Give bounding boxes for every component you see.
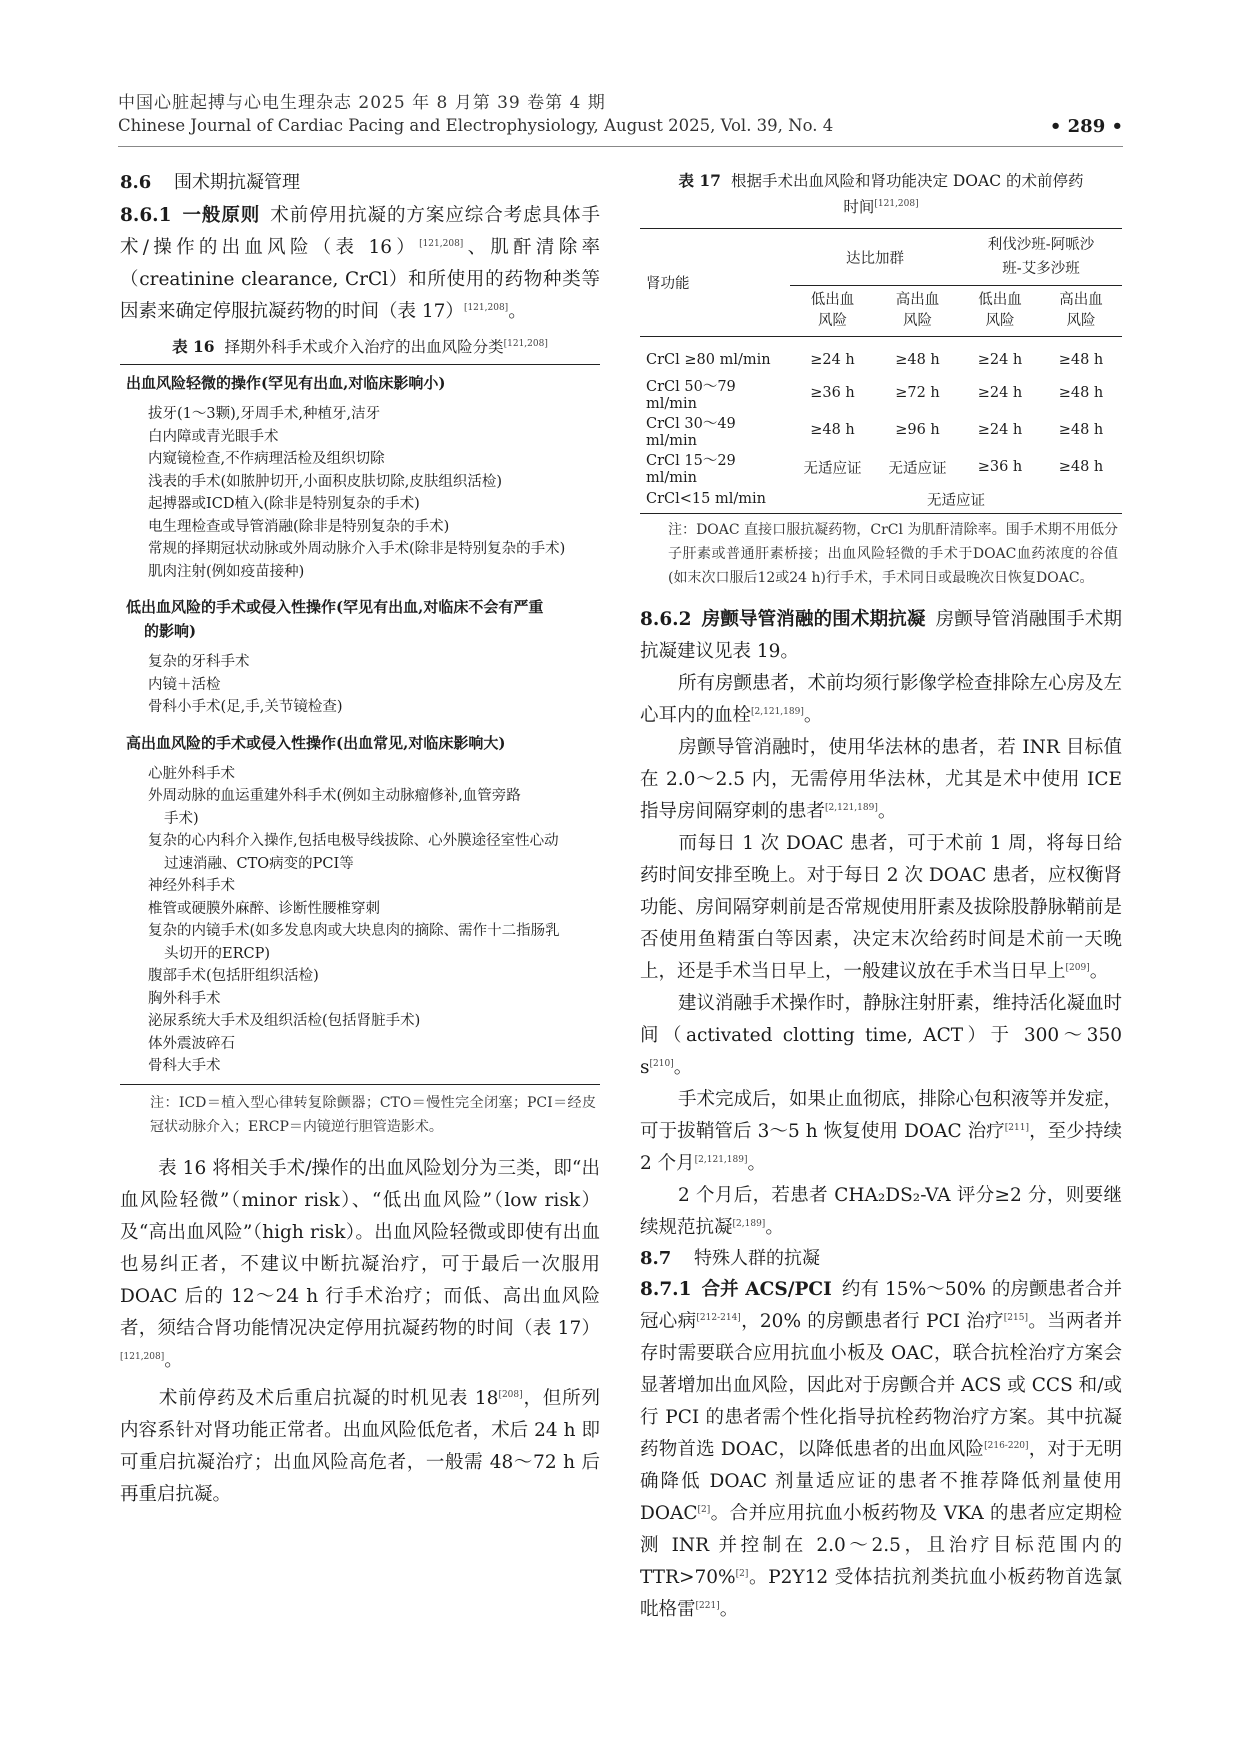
paragraph-end: 。 (673, 1057, 693, 1078)
header-line: 低出血 (978, 292, 1022, 308)
citation: [208] (498, 1389, 523, 1400)
table-item: 神经外科手术 (148, 878, 235, 894)
paragraph-table18-timing (120, 1383, 600, 1511)
citation: [121,208] (120, 1351, 165, 1362)
table-cell: 无适应证 (888, 460, 947, 477)
subsection-number: 8.6.1 (120, 205, 172, 226)
table-item: 内镜＋活检 (148, 676, 221, 693)
table-cell: ≥48 h (1058, 351, 1104, 368)
subsection-number: 8.7.1 (640, 1279, 692, 1300)
table-cell: ≥48 h (1058, 385, 1104, 401)
paragraph-long-term (640, 1180, 1122, 1244)
section-number: 8.7 (640, 1248, 672, 1269)
paragraph-thrombus-screening (640, 668, 1122, 732)
table-item: 电生理检查或导管消融(除非是特别复杂的手术) (148, 518, 450, 535)
table-cell: 无适应证 (803, 460, 862, 477)
section-heading-8-6 (120, 168, 600, 198)
paragraph-text: 术前停用抗凝的方案应综合考虑具体手术/操作的出血风险（表 16） (120, 205, 600, 258)
paragraph-text: 、肌酐清除率（creatinine clearance, CrCl）和所使用的药物种类等因素来确定停服抗凝药物的时间（表 17） (120, 237, 600, 322)
paragraph-text: 手术完成后，如果止血彻底，排除心包积液等并发症，可于拔鞘管后 3～5 h 恢复使用 DOAC 治疗 (640, 1089, 1123, 1142)
table-row (640, 337, 1122, 375)
table-cell: 无适应证 (790, 486, 1122, 514)
header-high-risk (1040, 286, 1122, 337)
table-cell: CrCl 15～29 ml/min (646, 452, 736, 486)
paragraph-text: ，对于无明确降低 DOAC 剂量适应证的患者不推荐降低剂量使用 DOAC (640, 1439, 1122, 1524)
header-line: 利伐沙班-阿哌沙 (987, 237, 1095, 253)
paragraph-end: 。 (877, 801, 897, 822)
left-column (120, 168, 600, 1511)
table-cell: CrCl 30～49 ml/min (646, 415, 736, 449)
citation: [121,208] (463, 302, 509, 313)
subsection-lead: 房颤导管消融的围术期抗凝 (701, 609, 926, 630)
table-cell: ≥36 h (810, 385, 855, 401)
table-cell: ≥36 h (977, 459, 1023, 475)
header-line: 风险 (818, 313, 847, 329)
paragraph-text: 而每日 1 次 DOAC 患者，可于术前 1 周，将每日给药时间安排至晚上。对于每日 2 次 DOAC 患者，应权衡肾功能、房间隔穿刺前是否常规使用肝素及拔除股静脉鞘前是否使用鱼精蛋白等因素，决定末次给药时间是术前一天晚上，还是手术当日早上，一般建议放在手术当日早上 (640, 833, 1122, 982)
table-item: 外周动脉的血运重建外科手术(例如主动脉瘤修补,血管旁路 (148, 788, 521, 804)
header-line: 高出血 (1059, 292, 1103, 308)
table-16 (120, 364, 600, 1085)
paragraph-text: 所有房颤患者，术前均须行影像学检查排除左心房及左心耳内的血栓 (640, 673, 1123, 726)
paragraph-text: 。P2Y12 受体拮抗剂类抗血小板药物首选氯吡格雷 (640, 1567, 1122, 1620)
header-xa-inhibitors (960, 229, 1122, 286)
group-title-line: 低出血风险的手术或侵入性操作(罕见有出血,对临床不会有严重 (126, 598, 544, 616)
table-item-continued (120, 853, 600, 876)
paragraph-8-6-1 (120, 200, 600, 328)
table-item: 骨科小手术(足,手,关节镜检查) (148, 699, 343, 715)
citation: [2] (697, 1504, 711, 1515)
citation: [211] (1004, 1122, 1029, 1133)
table-group-minor: 出血风险轻微的操作(罕见有出血,对临床影响小) (126, 374, 446, 392)
citation: [121,208] (874, 198, 919, 209)
table-label: 表 17 (678, 171, 721, 190)
header-line: 风险 (1066, 313, 1096, 329)
citation: [2,121,189] (751, 706, 804, 717)
citation: [2,121,189] (825, 802, 878, 813)
header-line: 班-艾多沙班 (1002, 261, 1080, 277)
citation: [121,208] (503, 338, 548, 349)
paragraph-text: 约有 15%～50% 的房颤患者合并冠心病 (640, 1279, 1122, 1332)
paragraph-text: 房颤导管消融时，使用华法林的患者，若 INR 目标值在 2.0～2.5 内，无需停用华法林，尤其是术中使用 ICE 指导房间隔穿刺的患者 (640, 737, 1122, 822)
group-title-line: 的影响) (144, 622, 197, 640)
table-item: 胸外科手术 (148, 990, 221, 1007)
citation: [121,208] (419, 238, 464, 249)
table-row (640, 412, 1122, 449)
table-cell: ≥24 h (977, 351, 1023, 368)
paragraph-text: 表 16 将相关手术/操作的出血风险划分为三类，即“出血风险轻微”（minor risk）、“低出血风险”（low risk）及“高出血风险”（high risk）。出血风险轻微或即使有出血也易纠正者，不建议中断抗凝治疗，可于最后一次服用 DOAC 后的 12～24 h 行手术治疗；而低、高出血风险者，须结合肾功能情况决定停用抗凝药物的时间（表 17） (120, 1157, 600, 1339)
table-group-low (120, 595, 600, 643)
table-cell: ≥48 h (1058, 459, 1104, 475)
table-item: 复杂的内镜手术(如多发息肉或大块息肉的摘除、需作十二指肠乳 (148, 923, 560, 939)
paragraph-text: 建议消融手术操作时，静脉注射肝素，维持活化凝血时间（activated clotting time, ACT）于 300～350 s (640, 993, 1123, 1078)
table-cell: CrCl<15 ml/min (640, 486, 790, 514)
citation: [221] (695, 1600, 720, 1611)
table-item: 心脏外科手术 (148, 765, 235, 782)
citation: [2] (735, 1568, 749, 1579)
journal-title-en: Chinese Journal of Cardiac Pacing and Electrophysiology, August 2025, Vol. 39, No. 4 (118, 116, 834, 135)
table-17-note: 注：DOAC 直接口服抗凝药物，CrCl 为肌酐清除率。围手术期不用低分子肝素或普通肝素桥接；出血风险轻微的手术于DOAC血药浓度的谷值(如末次口服后12或24 h)行手术，手术同日或最晚次日恢复DOAC。 (668, 522, 1118, 586)
paragraph-end: 。 (803, 705, 823, 726)
table-item: 拔牙(1～3颗),牙周手术,种植牙,洁牙 (148, 406, 381, 422)
continuation-text: 过速消融、CTO病变的PCI等 (164, 855, 354, 872)
header-line: 低出血 (810, 292, 855, 308)
table-title: 择期外科手术或介入治疗的出血风险分类 (224, 338, 504, 356)
header-line: 风险 (903, 313, 932, 329)
page-number: • 289 • (1049, 116, 1123, 137)
table-title: 根据手术出血风险和肾功能决定 DOAC 的术前停药 (730, 172, 1084, 190)
paragraph-end: 。 (747, 1153, 766, 1174)
paragraph-text: 。合并应用抗血小板药物及 VKA 的患者应定期检测 INR 并控制在 2.0～2.5，且治疗目标范围内的 TTR>70% (640, 1503, 1122, 1588)
table-group-high: 高出血风险的手术或侵入性操作(出血常见,对临床影响大) (126, 733, 506, 752)
table-item-continued (120, 943, 600, 966)
subsection-number: 8.6.2 (640, 609, 692, 630)
continuation-text: 头切开的ERCP) (164, 945, 271, 962)
paragraph-text: ，但所列内容系针对肾功能正常者。出血风险低危者，术后 24 h 即可重启抗凝治疗；出血风险高危者，一般需 48～72 h 后再重启抗凝。 (120, 1387, 600, 1505)
table-cell: CrCl 50～79 ml/min (646, 378, 736, 412)
section-heading-8-7 (640, 1244, 1122, 1274)
header-dabigatran: 达比加群 (790, 229, 960, 286)
table-item: 白内障或青光眼手术 (148, 428, 279, 445)
table-item: 起搏器或ICD植入(除非是特别复杂的手术) (148, 496, 420, 512)
paragraph-text: 房颤导管消融围手术期抗凝建议见表 19。 (640, 609, 1122, 662)
table-item: 体外震波碎石 (148, 1035, 235, 1052)
table-label: 表 16 (172, 337, 215, 356)
table-row (640, 375, 1122, 412)
header-renal-function: 肾功能 (640, 229, 790, 337)
table-16-note: 注：ICD＝植入型心律转复除颤器；CTO＝慢性完全闭塞；PCI＝经皮冠状动脉介入；ERCP＝内镜逆行胆管造影术。 (150, 1094, 596, 1135)
citation: [215] (1003, 1312, 1028, 1323)
header-high-risk (875, 286, 960, 337)
table-title-cont: 时间 (843, 198, 875, 216)
table-item: 常规的择期冠状动脉或外周动脉介入手术(除非是特别复杂的手术) (148, 541, 566, 557)
paragraph-text: 2 个月后，若患者 CHA₂DS₂-VA 评分≥2 分，则要继续规范抗凝 (640, 1185, 1122, 1238)
paragraph-8-7-1 (640, 1274, 1122, 1626)
table-cell: ≥72 h (895, 385, 940, 401)
journal-title-cn: 中国心脏起搏与心电生理杂志 2025 年 8 月第 39 卷第 4 期 (118, 93, 606, 113)
table-item-continued (120, 808, 600, 831)
paragraph-warfarin (640, 732, 1122, 828)
paragraph-post-procedure (640, 1084, 1122, 1180)
paragraph-heparin-act (640, 988, 1122, 1084)
paragraph-text: 术前停药及术后重启抗凝的时机见表 18 (158, 1387, 499, 1409)
paragraph-end: 。 (719, 1599, 739, 1620)
paragraph-end: 。 (1089, 961, 1109, 982)
header-low-risk (960, 286, 1040, 337)
table-cell: ≥24 h (977, 422, 1023, 438)
paragraph-text: ，20% 的房颤患者行 PCI 治疗 (740, 1311, 1004, 1332)
table-item: 浅表的手术(如脓肿切开,小面积皮肤切除,皮肤组织活检) (148, 473, 503, 490)
running-header (118, 88, 1123, 142)
table-16-caption (120, 334, 600, 360)
table-item: 复杂的心内科介入操作,包括电极导线拔除、心外膜途径室性心动 (148, 833, 559, 849)
paragraph-8-6-2 (640, 604, 1122, 668)
table-item: 骨科大手术 (148, 1058, 221, 1074)
header-line: 高出血 (895, 292, 940, 308)
paragraph-end: 。 (164, 1349, 183, 1371)
section-title: 围术期抗凝管理 (174, 172, 300, 193)
table-cell: ≥24 h (810, 351, 855, 368)
paragraph-table16-summary (120, 1153, 600, 1377)
table-item: 泌尿系统大手术及组织活检(包括肾脏手术) (148, 1013, 421, 1029)
citation: [210] (649, 1058, 674, 1069)
table-cell: ≥48 h (1058, 422, 1104, 438)
table-17 (640, 228, 1122, 514)
subsection-lead: 一般原则 (181, 205, 261, 226)
paragraph-doac-dosing (640, 828, 1122, 988)
table-cell: CrCl ≥80 ml/min (646, 351, 771, 368)
table-row (640, 486, 1122, 514)
citation: [216-220] (984, 1440, 1029, 1451)
table-item: 腹部手术(包括肝组织活检) (148, 968, 319, 984)
paragraph-end: 。 (765, 1217, 784, 1238)
table-item: 复杂的牙科手术 (148, 654, 250, 670)
subsection-lead: 合并 ACS/PCI (701, 1279, 832, 1300)
table-cell: ≥24 h (977, 385, 1023, 401)
table-row (640, 449, 1122, 486)
paragraph-text: 。当两者并存时需要联合应用抗血小板及 OAC，联合抗栓治疗方案会显著增加出血风险，因此对于房颤合并 ACS 或 CCS 和/或行 PCI 的患者需个性化指导抗栓药物治疗方案。其中抗凝药物首选 DOAC，以降低患者的出血风险 (640, 1311, 1122, 1460)
table-cell: ≥96 h (895, 422, 940, 438)
section-title: 特殊人群的抗凝 (694, 1248, 820, 1269)
continuation-text: 手术) (164, 810, 199, 827)
table-cell: ≥48 h (810, 422, 855, 438)
citation: [2,189] (732, 1218, 766, 1229)
table-item: 内窥镜检查,不作病理活检及组织切除 (148, 451, 385, 467)
table-item: 椎管或硬膜外麻醉、诊断性腰椎穿刺 (148, 900, 380, 917)
section-number: 8.6 (120, 172, 152, 193)
header-line: 风险 (985, 313, 1015, 329)
paragraph-end: 。 (508, 301, 527, 322)
header-low-risk (790, 286, 875, 337)
paragraph-text: ，至少持续 2 个月 (640, 1121, 1122, 1174)
table-17-caption (640, 168, 1122, 220)
citation: [212-214] (696, 1312, 741, 1323)
citation: [209] (1065, 962, 1090, 973)
right-column (640, 168, 1122, 1626)
citation: [2,121,189] (694, 1154, 748, 1165)
header-rule (118, 146, 1123, 147)
table-item: 肌肉注射(例如疫苗接种) (148, 563, 305, 580)
table-cell: ≥48 h (895, 351, 940, 368)
